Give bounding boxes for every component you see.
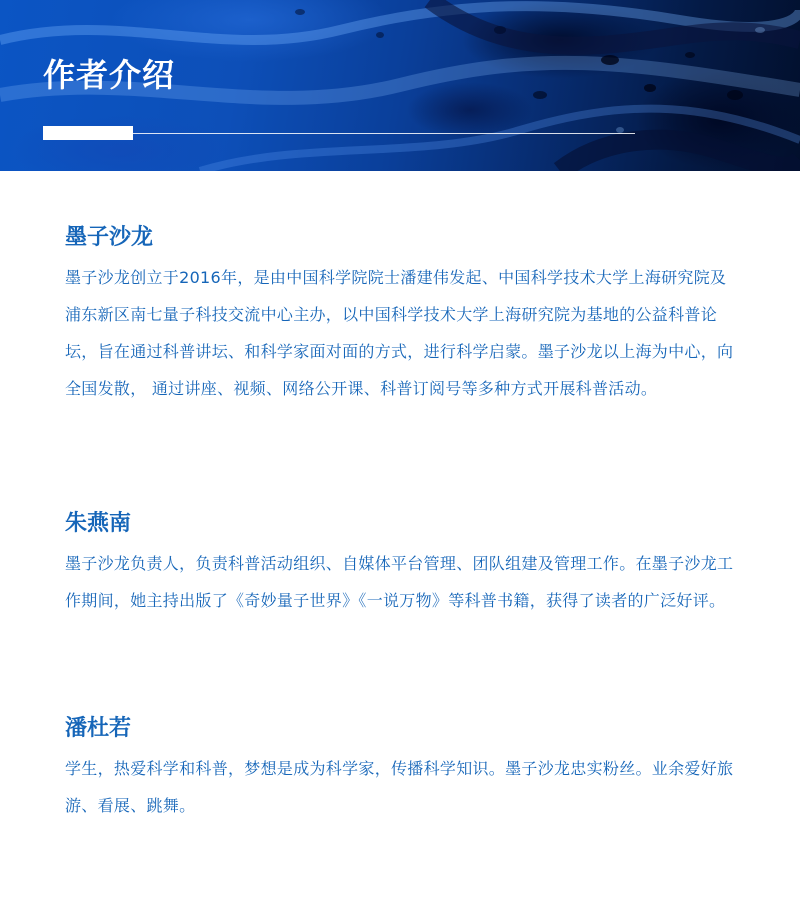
author-name: 朱燕南 <box>65 511 132 536</box>
author-bio: 墨子沙龙创立于2016年，是由中国科学院院士潘建伟发起、中国科学技术大学上海研究院及浦东新区南七量子科技交流中心主办，以中国科学技术大学上海研究院为基地的公益科普论坛，旨在通过科普讲坛、和科学家面对面的方式，进行科学启蒙。墨子沙龙以上海为中心，向全国发散， 通过讲座、视频、网络公开课、科普订阅号等多种方式开展科普活动。 <box>65 268 734 398</box>
header-banner <box>0 0 800 171</box>
author-bio: 学生，热爱科学和科普，梦想是成为科学家，传播科学知识。墨子沙龙忠实粉丝。业余爱好旅游、看展、跳舞。 <box>65 759 734 815</box>
author-section-zhu-yannan <box>65 509 735 619</box>
author-name: 墨子沙龙 <box>65 225 154 250</box>
page-title: 作者介绍 <box>43 56 176 94</box>
author-bio: 墨子沙龙负责人，负责科普活动组织、自媒体平台管理、团队组建及管理工作。在墨子沙龙工作期间，她主持出版了《奇妙量子世界》《一说万物》等科普书籍，获得了读者的广泛好评。 <box>65 554 734 610</box>
author-name: 潘杜若 <box>65 716 132 741</box>
author-section-pan-duruo <box>65 714 735 824</box>
title-accent-bar <box>43 126 133 140</box>
author-section-mozi-salon <box>65 223 735 407</box>
